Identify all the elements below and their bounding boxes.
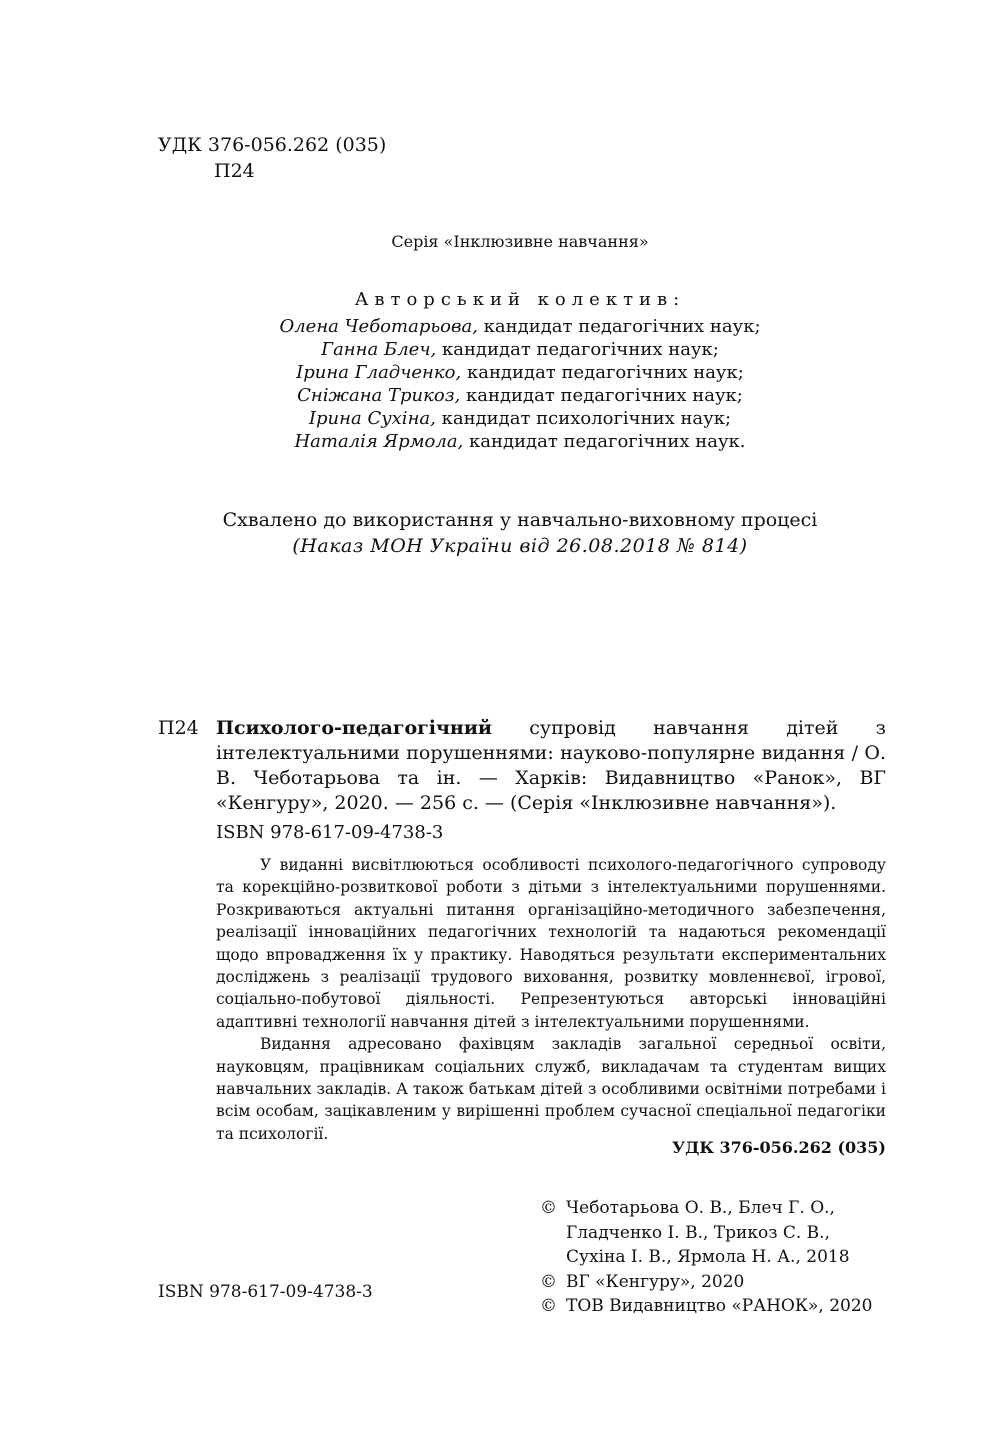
bibliographic-record [158, 716, 886, 816]
author-title: кандидат педагогічних наук; [436, 339, 719, 360]
copyright-entry [540, 1196, 900, 1270]
isbn-main: ISBN 978-617-09-4738-3 [216, 822, 444, 843]
isbn-bottom: ISBN 978-617-09-4738-3 [158, 1282, 373, 1302]
biblio-title-start: Психолого-педагогічний [216, 717, 493, 739]
ministry-order: (Наказ МОН України від 26.08.2018 № 814) [292, 535, 748, 557]
author-name: Сніжана Трикоз, [297, 385, 461, 406]
authors-block [0, 288, 1000, 453]
author-line [0, 430, 1000, 453]
udk-header [158, 132, 386, 184]
approval-note [0, 507, 1000, 559]
author-title: кандидат педагогічних наук. [463, 431, 746, 452]
author-name: Наталія Ярмола, [294, 431, 464, 452]
authors-heading: Авторський колектив: [354, 289, 686, 310]
copyright-text: ВГ «Кенгуру», 2020 [566, 1271, 745, 1292]
copyright-icon: © [540, 1296, 557, 1316]
author-line [0, 407, 1000, 430]
author-title: кандидат педагогічних наук; [460, 385, 743, 406]
approval-text: Схвалено до використання у навчально-виховному процесі [222, 509, 818, 531]
copyright-entry [540, 1294, 900, 1319]
udk-footer: УДК 376-056.262 (035) [672, 1138, 886, 1157]
copyright-icon: © [540, 1271, 557, 1292]
author-line [0, 338, 1000, 361]
author-name: Ірина Гладченко, [296, 362, 462, 383]
author-title: кандидат психологічних наук; [435, 408, 732, 429]
abstract-paragraph: У виданні висвітлюються особливості психолого-педагогічного супроводу та корекційно-розвиткової роботи з дітьми з інтелектуальними порушеннями. Розкриваються актуальні питання організаційно-методичного забезпечення, реалізації інноваційних педагогічних технологій та надаються рекомендації щодо впровадження їх у практику. Наводяться результати експериментальних досліджень з реалізації трудового виховання, розвитку мовленнєвої, ігрової, соціально-побутової діяльності. Репрезентуються авторські інноваційні адаптивні технології навчання дітей з інтелектуальними порушеннями. [216, 856, 886, 1031]
copyright-text: ТОВ Видавництво «РАНОК», 2020 [566, 1296, 873, 1316]
series-title: Серія «Інклюзивне навчання» [391, 232, 649, 251]
author-line [0, 384, 1000, 407]
author-name: Ганна Блеч, [321, 339, 437, 360]
biblio-index: П24 [158, 717, 199, 739]
biblio-description [216, 716, 886, 816]
abstract-paragraph: Видання адресовано фахівцям закладів загальної середньої освіти, науковцям, працівникам соціальних служб, викладачам та студентам вищих навчальних закладів. А також батькам дітей з особливими освітніми потребами і всім особам, зацікавленим у вирішенні проблем сучасної спеціальної педагогіки та психології. [216, 1035, 886, 1143]
author-title: кандидат педагогічних наук; [461, 362, 744, 383]
author-line [0, 315, 1000, 338]
copyright-entry [540, 1270, 900, 1295]
copyright-text: Чеботарьова О. В., Блеч Г. О., Гладченко І. В., Трикоз С. В., Сухіна І. В., Ярмола Н. А., 2018 [566, 1198, 850, 1267]
author-index: П24 [214, 160, 255, 182]
author-title: кандидат педагогічних наук; [477, 316, 761, 337]
author-name: Ірина Сухіна, [308, 408, 436, 429]
author-line [0, 361, 1000, 384]
biblio-rest: супровід навчання дітей з інтелектуальними порушеннями: науково-популярне видання / О. В. Чеботарьова та ін. — Харків: Видавництво «Ранок», ВГ «Кенгуру», 2020. — 256 с. — (Серія «Інклюзивне навчання»). [216, 717, 886, 814]
copyright-icon: © [540, 1198, 557, 1218]
copyright-block [540, 1196, 900, 1319]
author-name: Олена Чеботарьова, [279, 316, 478, 337]
abstract [216, 854, 886, 1145]
udk-code: УДК 376-056.262 (035) [158, 134, 387, 156]
